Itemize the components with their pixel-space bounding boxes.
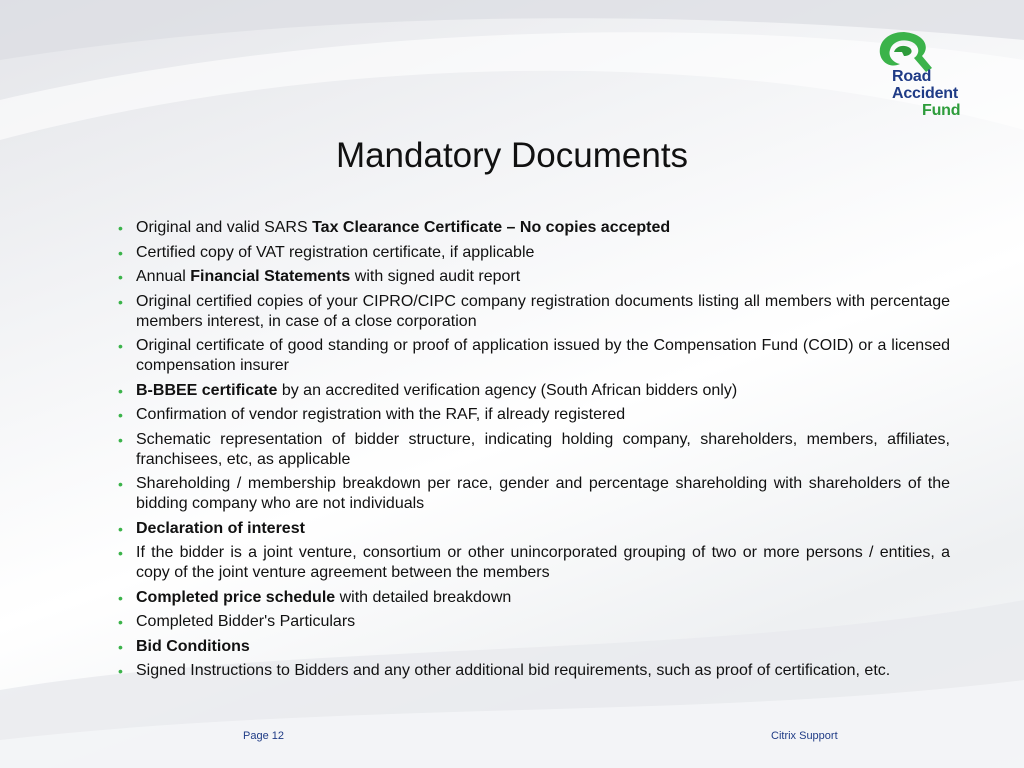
- list-item-bold: B-BBEE certificate: [136, 381, 278, 399]
- bullet-icon: •: [118, 638, 123, 655]
- mandatory-documents-list: [118, 218, 950, 686]
- list-item-bold: Tax Clearance Certificate – No copies accepted: [312, 219, 671, 236]
- page-title: Mandatory Documents: [335, 136, 689, 175]
- bullet-icon: •: [118, 220, 123, 236]
- logo-line-road: Road: [892, 68, 932, 85]
- bullet-icon: •: [118, 382, 123, 399]
- list-item: [118, 661, 950, 681]
- list-item-text: Signed Instructions to Bidders and any other additional bid requirements, such as proof of certification, etc.: [136, 662, 891, 679]
- list-item-text-after: with detailed breakdown: [335, 588, 512, 606]
- bullet-icon: •: [118, 269, 123, 285]
- list-item-text: Completed Bidder's Particulars: [136, 613, 356, 630]
- bullet-icon: •: [118, 338, 123, 354]
- bullet-icon: •: [118, 476, 123, 492]
- bullet-icon: •: [118, 663, 123, 679]
- list-item: [118, 381, 950, 401]
- list-item-text: Original certified copies of your CIPRO/CIPC company registration documents listing all members with percentage members interest, in case of a close corporation: [136, 292, 950, 330]
- bullet-icon: •: [118, 520, 123, 537]
- list-item: [118, 543, 950, 583]
- list-item: [118, 267, 950, 287]
- list-item-text: Original certificate of good standing or proof of application issued by the Compensation Fund (COID) or a licensed compensation insurer: [136, 337, 950, 374]
- list-item-text: Certified copy of VAT registration certificate, if applicable: [136, 243, 535, 261]
- list-item: [118, 519, 950, 539]
- list-item-text: If the bidder is a joint venture, consortium or other unincorporated grouping of two or more persons / entities, a copy of the joint venture agreement between the members: [136, 544, 950, 581]
- page-number: Page 12: [243, 730, 284, 742]
- list-item: [118, 336, 950, 376]
- list-item-text: Original and valid SARS: [136, 219, 313, 236]
- logo-line-accident: Accident: [892, 85, 958, 102]
- list-item: [118, 588, 950, 608]
- list-item: [118, 405, 950, 425]
- list-item-bold: Bid Conditions: [136, 637, 250, 655]
- bullet-icon: •: [118, 614, 123, 630]
- list-item-text-after: by an accredited verification agency (South African bidders only): [277, 381, 738, 399]
- list-item: [118, 474, 950, 514]
- list-item: [118, 243, 950, 263]
- list-item-text: Confirmation of vendor registration with the RAF, if already registered: [136, 406, 626, 423]
- list-item: [118, 218, 950, 238]
- list-item-bold: Completed price schedule: [136, 588, 336, 606]
- bullet-icon: •: [118, 244, 123, 261]
- list-item-bold: Financial Statements: [190, 268, 351, 285]
- bullet-icon: •: [118, 431, 123, 448]
- raf-logo: [874, 28, 974, 120]
- bullet-icon: •: [118, 293, 123, 310]
- list-item: [118, 292, 950, 332]
- list-item-text: Schematic representation of bidder structure, indicating holding company, shareholders, members, affiliates, franchisees, etc, as applicable: [136, 430, 950, 468]
- list-item: [118, 637, 950, 657]
- footer-source: Citrix Support: [771, 730, 838, 742]
- list-item-bold: Declaration of interest: [136, 519, 305, 537]
- logo-wordmark: [892, 68, 960, 119]
- list-item-text: Annual: [136, 268, 191, 285]
- list-item-text: Shareholding / membership breakdown per race, gender and percentage shareholding with shareholders of the bidding company who are not individuals: [136, 475, 950, 512]
- bullet-icon: •: [118, 545, 123, 561]
- bullet-icon: •: [118, 407, 123, 423]
- bullet-icon: •: [118, 589, 123, 606]
- list-item: [118, 430, 950, 470]
- list-item-text-after: with signed audit report: [350, 268, 521, 285]
- logo-line-fund: Fund: [922, 102, 961, 119]
- list-item: [118, 612, 950, 632]
